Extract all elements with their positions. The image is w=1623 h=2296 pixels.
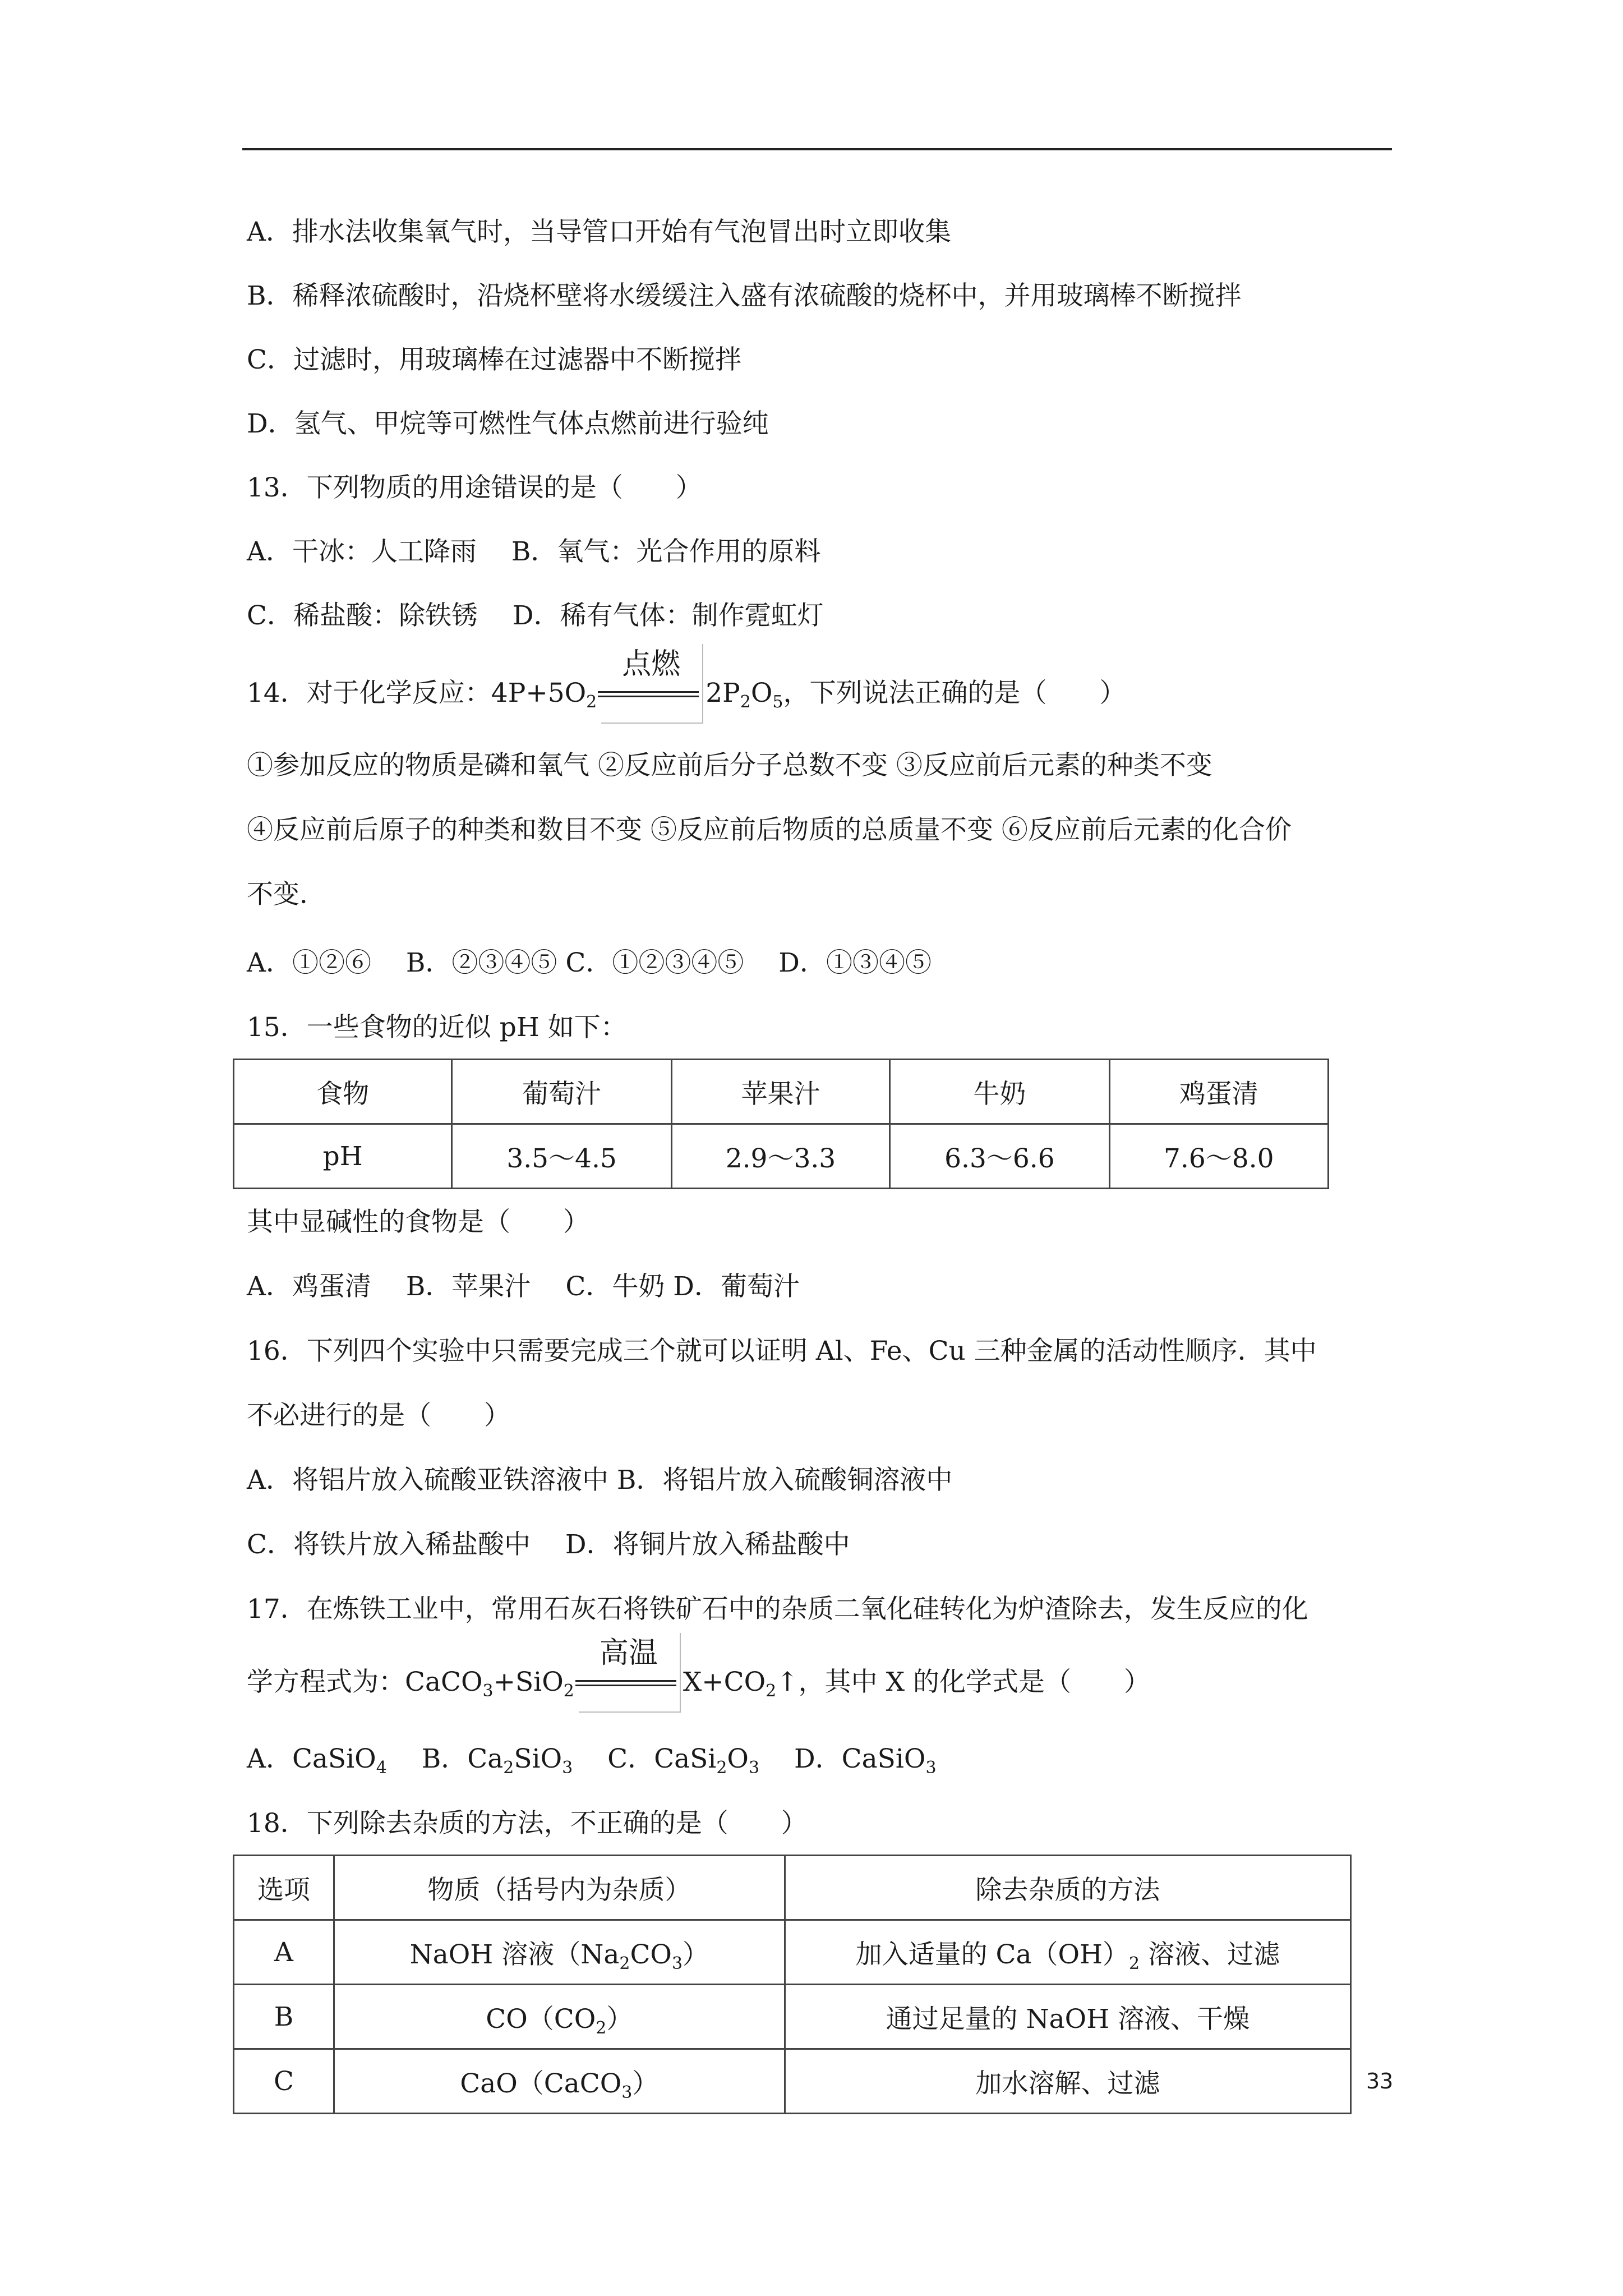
q15-question: 其中显碱性的食物是（ ） (247, 1207, 589, 1237)
table-cell: 除去杂质的方法 (785, 1856, 1350, 1920)
q18-stem: 18．下列除去杂质的方法，不正确的是（ ） (247, 1808, 808, 1839)
table-row (234, 1060, 1329, 1124)
q17-equation: 学方程式为：CaCO$_3$+SiO$_2$ 高温 $X+CO_2↑$，其中 X 的化学式是（ ） (247, 1665, 1396, 1699)
q12-option-d: D．氢气、甲烷等可燃性气体点燃前进行验纯 (247, 408, 769, 439)
table-cell: 食物 (234, 1060, 452, 1124)
q13-stem: 13．下列物质的用途错误的是（ ） (247, 472, 702, 503)
q17-options: A．CaSiO$_4$ B．$Ca_2SiO_3$ C．$CaSi_2O_3$ D．CaSiO$_3$ (247, 1743, 937, 1778)
table-cell: 选项 (234, 1856, 334, 1920)
table-cell: CaO（CaCO$_3$） (334, 2049, 785, 2114)
table-cell: 牛奶 (890, 1060, 1109, 1124)
table-cell: C (234, 2049, 334, 2114)
q16-options-cd: C．将铁片放入稀盐酸中 D．将铜片放入稀盐酸中 (247, 1529, 850, 1560)
table-row (234, 1856, 1351, 1920)
q16-stem-2: 不必进行的是（ ） (247, 1400, 510, 1431)
table-cell: 苹果汁 (671, 1060, 889, 1124)
table-cell: 鸡蛋清 (1109, 1060, 1328, 1124)
impurity-table (233, 1855, 1352, 2114)
q15-options: A．鸡蛋清 B．苹果汁 C．牛奶 D．葡萄汁 (247, 1271, 800, 1302)
q16-stem-1: 16．下列四个实验中只需要完成三个就可以证明 Al、Fe、Cu 三种金属的活动性顺序．其中 (247, 1336, 1317, 1366)
table-cell: pH (234, 1124, 452, 1189)
q12-option-a: A．排水法收集氧气时，当导管口开始有气泡冒出时立即收集 (247, 217, 951, 247)
reaction-condition: 高温 (575, 1665, 682, 1699)
q17-stem-1: 17．在炼铁工业中，常用石灰石将铁矿石中的杂质二氧化硅转化为炉渣除去，发生反应的化 (247, 1594, 1308, 1625)
header-rule (242, 148, 1392, 150)
q14-options: A．①②⑥ B．②③④⑤ C．①②③④⑤ D．①③④⑤ (247, 947, 932, 978)
table-cell: B (234, 1985, 334, 2049)
q14-statements-2: ④反应前后原子的种类和数目不变 ⑤反应前后物质的总质量不变 ⑥反应前后元素的化合价 (247, 815, 1292, 845)
table-cell: 葡萄汁 (452, 1060, 671, 1124)
table-cell: 加水溶解、过滤 (785, 2049, 1350, 2114)
q14-statements-1: ①参加反应的物质是磷和氧气 ②反应前后分子总数不变 ③反应前后元素的种类不变 (247, 750, 1212, 781)
q13-options-cd: C．稀盐酸：除铁锈 D．稀有气体：制作霓虹灯 (247, 600, 824, 631)
q12-option-b: B．稀释浓硫酸时，沿烧杯壁将水缓缓注入盛有浓硫酸的烧杯中，并用玻璃棒不断搅拌 (247, 280, 1242, 311)
table-cell: A (234, 1920, 334, 1985)
reaction-condition: 点燃 (598, 677, 704, 710)
table-cell: 通过足量的 NaOH 溶液、干燥 (785, 1985, 1350, 2049)
table-cell: 2.9～3.3 (671, 1124, 889, 1189)
table-row (234, 1985, 1351, 2049)
table-cell: $CO(CO_2)$ (334, 1985, 785, 2049)
table-cell: NaOH 溶液$(Na_2CO_3)$ (334, 1920, 785, 1985)
q13-options-ab: A．干冰：人工降雨 B．氧气：光合作用的原料 (247, 536, 821, 567)
table-cell: 6.3～6.6 (890, 1124, 1109, 1189)
table-cell: 物质（括号内为杂质） (334, 1856, 785, 1920)
q15-stem: 15．一些食物的近似 pH 如下： (247, 1012, 627, 1043)
table-row (234, 1920, 1351, 1985)
table-cell: 3.5～4.5 (452, 1124, 671, 1189)
q14-stem: 14．对于化学反应：$4P+5O_2$ 点燃 $2P_2O_5$，下列说法正确的是（ ） (247, 677, 1396, 710)
table-row (234, 1124, 1329, 1189)
table-cell: 加入适量的 $Ca(OH)_2$ 溶液、过滤 (785, 1920, 1350, 1985)
page-number: 33 (1366, 2069, 1394, 2093)
q16-options-ab: A．将铝片放入硫酸亚铁溶液中 B．将铝片放入硫酸铜溶液中 (247, 1465, 953, 1496)
q12-option-c: C．过滤时，用玻璃棒在过滤器中不断搅拌 (247, 344, 741, 375)
table-row (234, 2049, 1351, 2114)
ph-table (233, 1059, 1329, 1189)
table-cell: 7.6～8.0 (1109, 1124, 1328, 1189)
q14-statements-3: 不变． (247, 879, 326, 910)
